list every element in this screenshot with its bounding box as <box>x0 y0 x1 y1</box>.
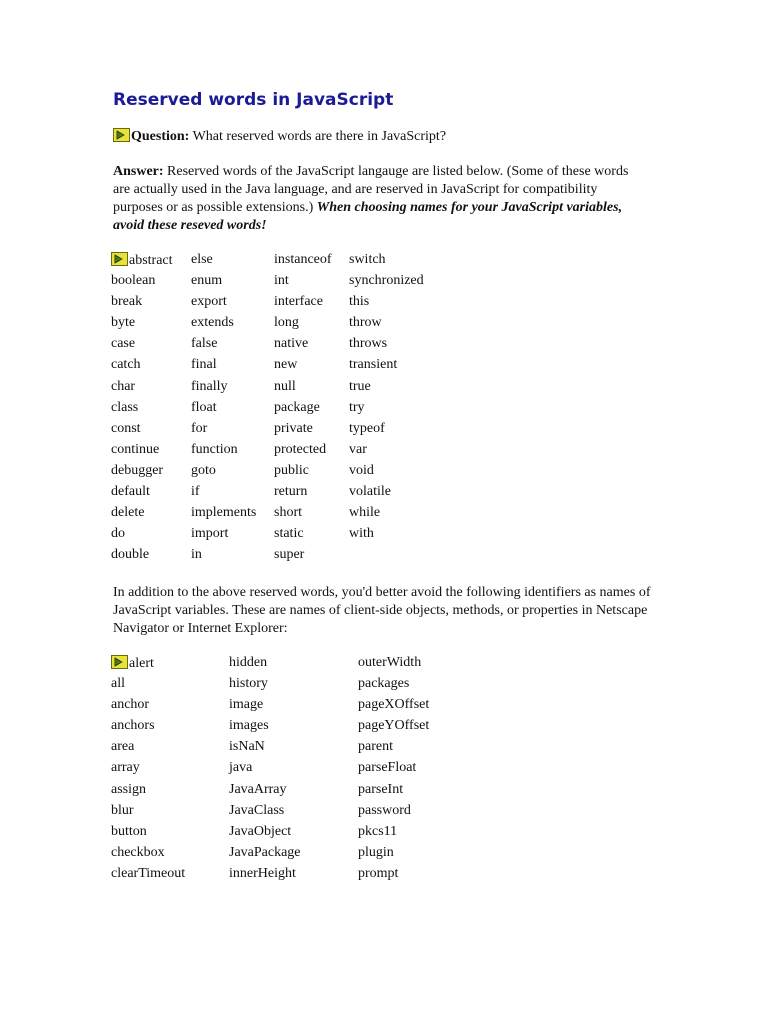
word-text: short <box>274 505 302 521</box>
word-text: in <box>191 547 202 563</box>
word-cell <box>111 697 229 718</box>
word-cell <box>111 547 191 568</box>
word-cell <box>111 739 229 760</box>
word-cell <box>358 718 478 739</box>
word-cell <box>274 547 349 568</box>
word-text: JavaObject <box>229 823 292 839</box>
word-text: pkcs11 <box>358 823 398 839</box>
word-cell <box>349 294 449 315</box>
word-text: hidden <box>229 655 268 670</box>
word-text: for <box>191 420 208 436</box>
word-text: while <box>349 505 381 521</box>
word-text: images <box>229 718 269 734</box>
word-text: boolean <box>111 273 156 289</box>
word-cell <box>349 442 449 463</box>
word-cell <box>229 824 358 845</box>
word-cell <box>229 803 358 824</box>
word-text: char <box>111 378 136 394</box>
word-text: goto <box>191 462 216 478</box>
word-cell <box>349 273 449 294</box>
word-cell <box>229 866 358 887</box>
word-cell <box>111 463 191 484</box>
page-title: Reserved words in JavaScript <box>113 90 394 110</box>
word-text: true <box>349 378 371 394</box>
word-cell <box>229 845 358 866</box>
yellow-arrow-icon <box>111 252 128 266</box>
word-text: void <box>349 462 374 478</box>
word-cell <box>111 824 229 845</box>
answer-paragraph <box>113 163 643 235</box>
word-cell <box>111 400 191 421</box>
word-text: new <box>274 357 298 373</box>
word-cell <box>349 400 449 421</box>
word-cell <box>274 400 349 421</box>
word-text: assign <box>111 781 146 797</box>
word-text: parent <box>358 739 393 755</box>
word-text: interface <box>274 294 323 310</box>
reserved-words-row <box>111 294 449 315</box>
identifiers-row <box>111 697 478 718</box>
word-cell <box>111 484 191 505</box>
reserved-words-row <box>111 547 449 568</box>
word-text: anchors <box>111 718 155 734</box>
reserved-words-row <box>111 273 449 294</box>
word-text: protected <box>274 441 327 457</box>
word-text: java <box>229 760 253 776</box>
word-text: finally <box>191 378 228 394</box>
word-text: null <box>274 378 296 394</box>
word-cell <box>191 505 274 526</box>
word-cell <box>349 421 449 442</box>
word-cell <box>111 294 191 315</box>
reserved-words-row <box>111 463 449 484</box>
word-text: abstract <box>129 253 173 268</box>
word-text: private <box>274 420 313 436</box>
word-cell <box>349 526 449 547</box>
word-text: const <box>111 420 141 436</box>
reserved-words-row <box>111 421 449 442</box>
word-cell <box>191 484 274 505</box>
reserved-words-row <box>111 252 449 273</box>
word-text: plugin <box>358 844 394 860</box>
word-text: public <box>274 462 309 478</box>
word-cell <box>111 676 229 697</box>
yellow-arrow-icon <box>111 655 128 669</box>
identifiers-row <box>111 824 478 845</box>
word-text: float <box>191 399 217 415</box>
word-text: int <box>274 273 289 289</box>
word-text: button <box>111 823 147 839</box>
reserved-words-row <box>111 379 449 400</box>
word-cell <box>111 379 191 400</box>
word-text: function <box>191 441 238 457</box>
word-text: area <box>111 739 135 755</box>
word-text: outerWidth <box>358 655 422 670</box>
extra-paragraph: In addition to the above reserved words, you'd better avoid the following identifiers as names of JavaScript variables. These are names of client-side objects, methods, or properties in Netscape Navigator or Internet Explorer: <box>113 585 651 636</box>
word-cell <box>274 484 349 505</box>
reserved-words-row <box>111 484 449 505</box>
word-cell <box>191 547 274 568</box>
word-text: catch <box>111 357 141 373</box>
word-cell <box>229 782 358 803</box>
word-cell <box>111 655 229 676</box>
word-text: anchor <box>111 697 150 713</box>
word-cell <box>274 357 349 378</box>
word-text: if <box>191 484 200 500</box>
question-paragraph <box>113 128 653 146</box>
word-text: implements <box>191 505 257 521</box>
word-text: clearTimeout <box>111 865 186 881</box>
word-text: else <box>191 252 213 267</box>
word-cell <box>274 505 349 526</box>
reserved-words-table <box>111 252 449 568</box>
reserved-words-row <box>111 336 449 357</box>
word-text: throws <box>349 336 388 352</box>
word-text: volatile <box>349 484 391 500</box>
word-text: enum <box>191 273 223 289</box>
word-text: final <box>191 357 217 373</box>
word-cell <box>191 463 274 484</box>
word-text: innerHeight <box>229 865 296 881</box>
word-cell <box>111 315 191 336</box>
word-cell <box>111 442 191 463</box>
word-cell <box>111 803 229 824</box>
word-cell <box>111 421 191 442</box>
reserved-words-row <box>111 526 449 547</box>
word-cell <box>111 273 191 294</box>
reserved-words-row <box>111 442 449 463</box>
word-text: all <box>111 676 125 692</box>
word-text: class <box>111 399 139 415</box>
word-cell <box>111 845 229 866</box>
word-cell <box>274 442 349 463</box>
reserved-words-row <box>111 400 449 421</box>
word-text: parseFloat <box>358 760 417 776</box>
word-text: long <box>274 315 299 331</box>
word-cell <box>349 315 449 336</box>
word-text: static <box>274 526 304 542</box>
word-cell <box>111 526 191 547</box>
word-text: native <box>274 336 309 352</box>
word-cell <box>358 760 478 781</box>
reserved-words-row <box>111 315 449 336</box>
answer-emphasis: When choosing names for your JavaScript variables, avoid these reseved words! <box>113 200 623 233</box>
word-cell <box>349 336 449 357</box>
reserved-words-row <box>111 357 449 378</box>
word-text: instanceof <box>274 252 332 267</box>
identifiers-row <box>111 676 478 697</box>
word-text: prompt <box>358 865 399 881</box>
question-text: What reserved words are there in JavaScript? <box>189 129 447 144</box>
word-text: isNaN <box>229 739 265 755</box>
word-text: do <box>111 526 125 542</box>
word-cell <box>274 294 349 315</box>
word-cell <box>111 866 229 887</box>
question-label: Question: <box>131 129 190 144</box>
word-cell <box>191 294 274 315</box>
identifiers-row <box>111 782 478 803</box>
word-cell <box>358 739 478 760</box>
word-cell <box>191 273 274 294</box>
word-text: with <box>349 526 374 542</box>
word-cell <box>229 676 358 697</box>
word-cell <box>191 315 274 336</box>
word-text: packages <box>358 676 410 692</box>
word-text: default <box>111 484 150 500</box>
word-cell <box>349 357 449 378</box>
word-text: pageXOffset <box>358 697 430 713</box>
word-text: this <box>349 294 370 310</box>
identifiers-row <box>111 739 478 760</box>
word-cell <box>191 357 274 378</box>
word-cell <box>349 379 449 400</box>
word-text: JavaPackage <box>229 844 301 860</box>
word-cell <box>111 718 229 739</box>
word-text: byte <box>111 315 136 331</box>
word-cell <box>274 379 349 400</box>
word-cell <box>111 252 191 273</box>
word-text: double <box>111 547 150 563</box>
word-cell <box>191 421 274 442</box>
word-cell <box>274 421 349 442</box>
word-text: debugger <box>111 462 164 478</box>
word-cell <box>229 760 358 781</box>
identifiers-row <box>111 655 478 676</box>
word-text: case <box>111 336 136 352</box>
reserved-words-row <box>111 505 449 526</box>
word-text: pageYOffset <box>358 718 430 734</box>
word-text: array <box>111 760 140 776</box>
word-text: return <box>274 484 308 500</box>
yellow-arrow-icon <box>113 128 130 142</box>
identifiers-row <box>111 845 478 866</box>
word-cell <box>274 273 349 294</box>
word-text: super <box>274 547 305 563</box>
word-text: package <box>274 399 320 415</box>
word-text: transient <box>349 357 398 373</box>
word-cell <box>358 676 478 697</box>
identifiers-row <box>111 803 478 824</box>
answer-text: Reserved words of the JavaScript langauge are listed below. (Some of these words are actually used in the Java language, and are reserved in JavaScript for compatibility purposes or as possible extensions.) <box>113 164 629 215</box>
word-cell <box>358 803 478 824</box>
word-cell <box>111 505 191 526</box>
word-cell <box>358 697 478 718</box>
word-cell <box>111 760 229 781</box>
word-text: import <box>191 526 229 542</box>
word-text: blur <box>111 802 134 818</box>
word-cell <box>191 442 274 463</box>
word-text: false <box>191 336 218 352</box>
word-cell <box>358 824 478 845</box>
word-cell <box>229 655 358 676</box>
word-cell <box>274 463 349 484</box>
word-cell <box>229 718 358 739</box>
word-text: throw <box>349 315 382 331</box>
word-cell <box>358 845 478 866</box>
identifiers-row <box>111 760 478 781</box>
word-cell <box>229 739 358 760</box>
word-cell <box>229 697 358 718</box>
word-cell <box>191 400 274 421</box>
word-cell <box>358 782 478 803</box>
word-text: synchronized <box>349 273 424 289</box>
identifiers-row <box>111 866 478 887</box>
word-text: checkbox <box>111 844 165 860</box>
word-text: break <box>111 294 143 310</box>
word-cell <box>349 484 449 505</box>
word-text: export <box>191 294 227 310</box>
word-text: extends <box>191 315 234 331</box>
word-cell <box>111 357 191 378</box>
word-cell <box>191 526 274 547</box>
word-text: password <box>358 802 411 818</box>
word-cell <box>358 655 478 676</box>
word-cell <box>358 866 478 887</box>
word-text: typeof <box>349 420 385 436</box>
word-cell <box>349 252 449 273</box>
word-text: image <box>229 697 264 713</box>
word-cell <box>191 379 274 400</box>
word-cell <box>274 526 349 547</box>
word-text: JavaClass <box>229 802 285 818</box>
word-text: continue <box>111 441 160 457</box>
identifiers-row <box>111 718 478 739</box>
word-text: delete <box>111 505 145 521</box>
word-cell <box>349 547 449 568</box>
word-cell <box>274 315 349 336</box>
word-text: try <box>349 399 365 415</box>
word-text: history <box>229 676 268 692</box>
word-cell <box>274 336 349 357</box>
word-text: parseInt <box>358 781 404 797</box>
word-text: JavaArray <box>229 781 287 797</box>
word-text: alert <box>129 656 154 671</box>
word-cell <box>191 252 274 273</box>
answer-label: Answer: <box>113 164 164 179</box>
word-cell <box>111 336 191 357</box>
word-cell <box>349 505 449 526</box>
identifiers-table <box>111 655 478 887</box>
word-text: switch <box>349 252 386 267</box>
word-text: var <box>349 441 367 457</box>
word-cell <box>111 782 229 803</box>
word-cell <box>349 463 449 484</box>
word-cell <box>274 252 349 273</box>
word-cell <box>191 336 274 357</box>
